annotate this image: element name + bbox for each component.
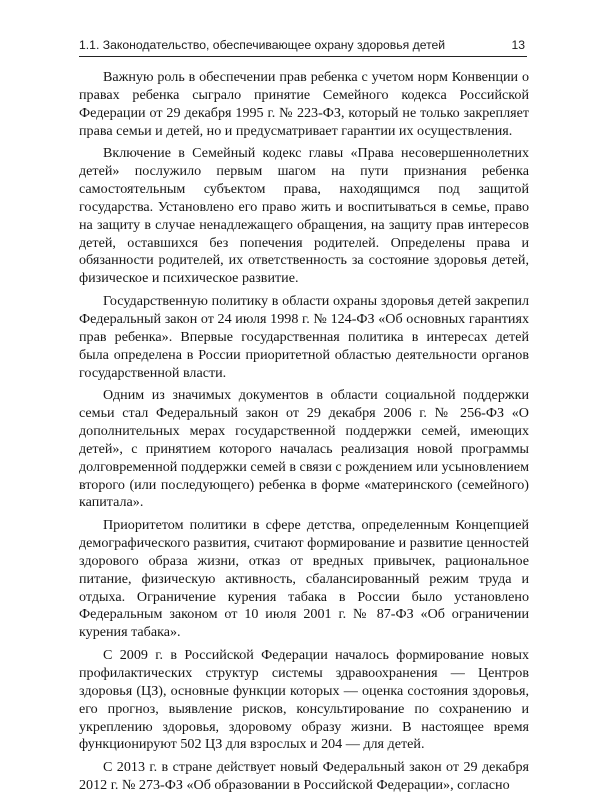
body-text (79, 69, 529, 800)
section-title: 1.1. Законодательство, обеспечивающее охрану здоровья детей (79, 38, 446, 52)
paragraph: Государственную политику в области охраны здоровья детей закрепил Федеральный закон от 24 июля 1998 г. № 124-ФЗ «Об основных гарантиях прав ребенка». Впервые государственная политика в интересах детей была определена в России приоритетной областью деятельности органов государственной власти. (79, 293, 529, 381)
paragraph: Включение в Семейный кодекс главы «Права несовершеннолетних детей» послужило первым шагом на пути признания ребенка самостоятельным субъектом права, находящимся под защитой государства. Установлено его право жить и воспитываться в семье, право на защиту в случае ненадлежащего обращения, на защиту прав интересов детей, оставшихся без попечения родителей. Определены права и обязанности родителей, их ответственность за состояние здоровья детей, физическое и психическое развитие. (79, 145, 529, 287)
paragraph: Приоритетом политики в сфере детства, определенным Концепцией демографического развития, считают формирование и развитие ценностей здорового образа жизни, отказ от вредных привычек, рациональное питание, физическую активность, сбалансированный режим труда и отдыха. Ограничение курения табака в России было установлено Федеральным законом от 10 июля 2001 г. № 87-ФЗ «Об ограничении курения табака». (79, 517, 529, 641)
paragraph: Одним из значимых документов в области социальной поддержки семьи стал Федеральный закон от 29 декабря 2006 г. № 256-ФЗ «О дополнительных мерах государственной поддержки семей, имеющих детей», с принятием которого началась реализация новой программы долговременной поддержки семей в связи с рождением или усыновлением второго (или последующего) ребенка в форме «материнского (семейного) капитала». (79, 387, 529, 511)
paragraph: С 2013 г. в стране действует новый Федеральный закон от 29 декабря 2012 г. № 273-ФЗ «Об образовании в Российской Федерации», согласно (79, 759, 529, 794)
paragraph: Важную роль в обеспечении прав ребенка с учетом норм Конвенции о правах ребенка сыграло принятие Семейного кодекса Российской Федерации от 29 декабря 1995 г. № 223-ФЗ, который не только закрепляет права семьи и детей, но и предусматривает гарантии их осуществления. (79, 69, 529, 139)
running-header (79, 36, 527, 57)
page-number: 13 (511, 38, 525, 52)
paragraph: С 2009 г. в Российской Федерации началось формирование новых профилактических структур системы здравоохранения — Центров здоровья (ЦЗ), основные функции которых — оценка состояния здоровья, его прогноз, выявление рисков, консультирование по сохранению и укреплению здоровья, здоровому образу жизни. В настоящее время функционируют 502 ЦЗ для взрослых и 204 — для детей. (79, 647, 529, 753)
